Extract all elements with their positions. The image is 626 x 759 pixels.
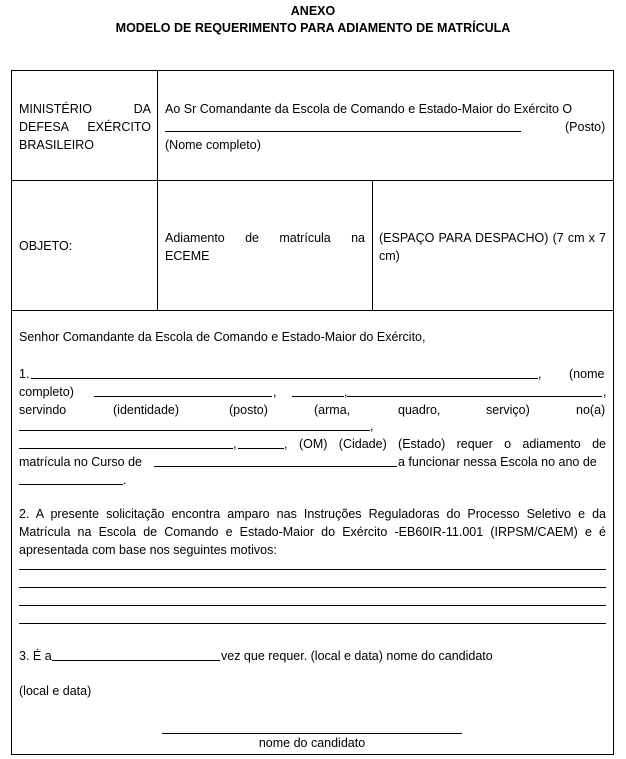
p2-text: 2. A presente solicitação encontra amparo nas Instruções Reguladoras do Processo Seletivo e da Matrícula na Escola de Comando e Estado-Maior do Exército -EB60IR-11.001 (IRPSM/CAEM) e é apresentada com base nos seguintes motivos: [19, 507, 606, 557]
column-divider-2 [372, 180, 373, 310]
document-title: MODELO DE REQUERIMENTO PARA ADIAMENTO DE MATRÍCULA [115, 21, 511, 35]
p1-quadro: quadro, [398, 403, 441, 417]
p1-period: . [123, 473, 127, 487]
ministry-line-2: DEFESA EXÉRCITO [19, 120, 151, 134]
p1-comma-6: , [233, 437, 237, 451]
ministry-line-1: MINISTÉRIO DA [19, 102, 151, 116]
motive-line-3 [19, 605, 606, 606]
p1-arma: (arma, [314, 403, 351, 417]
ministry-line-3: BRASILEIRO [19, 138, 95, 152]
p1-funcionar: a funcionar nessa Escola no ano de [398, 455, 597, 469]
p1-comma-1: , [538, 367, 542, 381]
p1-om-line: (OM) (Cidade) (Estado) requer o adiamento de [299, 437, 606, 451]
p1-noa: no(a) [576, 403, 606, 417]
p1-blank-arma [347, 396, 602, 397]
p1-blank-om-2 [19, 448, 233, 449]
local-data: (local e data) [19, 684, 92, 698]
p1-blank-curso [154, 466, 397, 467]
p1-servindo: servindo [19, 403, 67, 417]
p1-comma-7: , [284, 437, 288, 451]
object-label: OBJETO: [19, 239, 73, 253]
motive-line-4 [19, 623, 606, 624]
object-value-line-2: ECEME [165, 249, 210, 263]
row-divider-2 [11, 310, 614, 311]
addressee-line-1: Ao Sr Comandante da Escola de Comando e Estado-Maior do Exército O [165, 102, 573, 116]
signature-label: nome do candidato [258, 736, 366, 750]
column-divider-1 [157, 70, 158, 310]
dispatch-line-1: (ESPAÇO PARA DESPACHO) (7 cm x 7 [379, 231, 606, 245]
dispatch-line-2: cm) [379, 249, 400, 263]
p1-blank-name [31, 378, 538, 379]
p1-blank-cidade [238, 448, 284, 449]
p1-nome-label: (nome [569, 367, 605, 381]
p1-comma-4: , [603, 385, 607, 399]
row-divider-1 [11, 180, 614, 181]
posto-label: (Posto) [565, 120, 606, 134]
p1-posto: (posto) [229, 403, 268, 417]
salutation: Senhor Comandante da Escola de Comando e Estado-Maior do Exército, [19, 330, 426, 344]
annex-title: ANEXO [290, 4, 336, 18]
posto-blank [165, 131, 521, 132]
p3-blank [52, 660, 220, 661]
p1-blank-ano [19, 484, 123, 485]
p1-comma-5: , [370, 419, 374, 433]
p1-curso-label: matrícula no Curso de [19, 455, 142, 469]
p1-comma-3: , [344, 385, 348, 399]
object-value-line-1: Adiamento de matrícula na [165, 231, 365, 245]
p3-start: 3. É a [19, 649, 52, 663]
p1-number: 1. [19, 367, 30, 381]
p3-end: vez que requer. (local e data) nome do candidato [221, 649, 493, 663]
p1-completo-label: completo) [19, 385, 74, 399]
p1-servico: serviço) [486, 403, 530, 417]
p1-blank-om-1 [19, 430, 370, 431]
p1-blank-identidade [94, 396, 272, 397]
nome-completo-label: (Nome completo) [165, 138, 261, 152]
motive-line-1 [19, 569, 606, 570]
p1-blank-posto [292, 396, 344, 397]
motive-line-2 [19, 587, 606, 588]
p1-comma-2: , [273, 385, 277, 399]
p1-identidade: (identidade) [113, 403, 180, 417]
